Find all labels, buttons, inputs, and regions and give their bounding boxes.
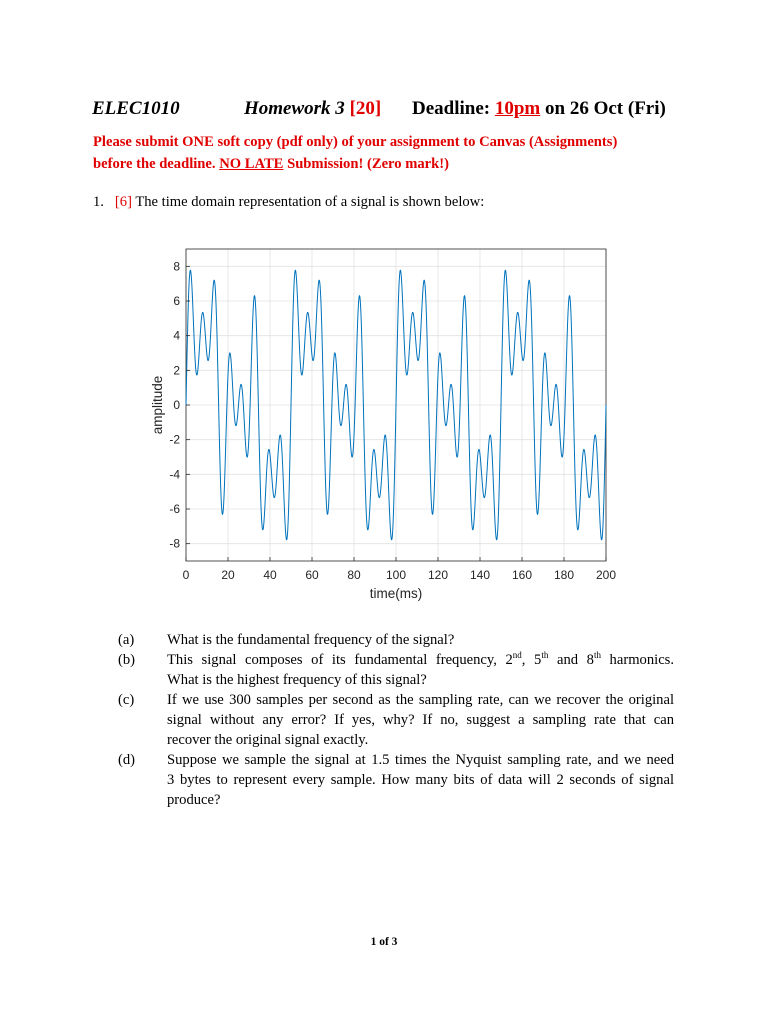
submission-notice bbox=[93, 131, 693, 175]
y-tick-label: 8 bbox=[173, 259, 180, 274]
x-tick-label: 20 bbox=[221, 568, 235, 582]
no-late-text: NO LATE bbox=[219, 156, 284, 172]
subquestion-label: (c) bbox=[118, 692, 135, 708]
x-tick-label: 180 bbox=[553, 568, 575, 582]
x-tick-label: 60 bbox=[305, 568, 319, 582]
y-tick-label: 4 bbox=[173, 328, 180, 343]
y-tick-label: 2 bbox=[173, 363, 180, 378]
subquestion-label: (b) bbox=[118, 652, 136, 668]
subquestion-text: If we use 300 samples per second as the sampling rate, can we recover the original signal without any error? If yes, why? If no, suggest a sampling rate that can recover the original signal exactly. bbox=[167, 692, 674, 748]
homework-title: Homework 3 [20] bbox=[244, 98, 382, 119]
x-tick-label: 140 bbox=[469, 568, 491, 582]
page-number: 1 of 3 bbox=[370, 936, 398, 948]
question-points: [6] bbox=[114, 194, 132, 210]
question-number: 1. bbox=[93, 194, 104, 210]
subquestion-text: Suppose we sample the signal at 1.5 times the Nyquist sampling rate, and we need 3 bytes to represent every sample. How many bits of data will 2 seconds of signal produce? bbox=[167, 752, 674, 808]
notice-line-2: before the deadline. NO LATE Submission! (Zero mark!) bbox=[93, 156, 449, 172]
x-tick-label: 100 bbox=[385, 568, 407, 582]
y-tick-label: -2 bbox=[169, 432, 180, 447]
y-tick-label: 0 bbox=[173, 398, 180, 412]
course-code: ELEC1010 bbox=[92, 98, 180, 119]
question-1 bbox=[93, 194, 484, 211]
subquestion-label: (d) bbox=[118, 752, 136, 768]
y-tick-label: -8 bbox=[169, 536, 180, 551]
x-axis-label: time(ms) bbox=[369, 586, 423, 601]
total-points: [20] bbox=[349, 98, 382, 119]
y-axis-ticks bbox=[169, 259, 190, 550]
deadline: Deadline: 10pm on 26 Oct (Fri) bbox=[412, 98, 666, 119]
assignment-header bbox=[92, 98, 692, 124]
y-tick-label: -4 bbox=[169, 467, 180, 482]
subquestion-text: This signal composes of its fundamental frequency, 2nd, 5th and 8th harmonics. What is the highest frequency of this signal? bbox=[167, 650, 674, 688]
signal-plot bbox=[140, 236, 620, 606]
x-tick-label: 200 bbox=[595, 568, 617, 582]
y-tick-label: -6 bbox=[169, 502, 180, 516]
notice-line-1: Please submit ONE soft copy (pdf only) of your assignment to Canvas (Assignments) bbox=[93, 134, 618, 150]
y-axis-label: amplitude bbox=[150, 375, 165, 435]
x-tick-label: 160 bbox=[511, 568, 533, 582]
subquestion-text: What is the fundamental frequency of the signal? bbox=[167, 632, 455, 648]
question-text: The time domain representation of a signal is shown below: bbox=[135, 194, 485, 210]
y-tick-label: 6 bbox=[173, 294, 180, 308]
x-tick-label: 80 bbox=[347, 568, 361, 582]
x-tick-label: 0 bbox=[182, 568, 190, 582]
x-tick-label: 40 bbox=[263, 568, 277, 582]
x-tick-label: 120 bbox=[427, 568, 449, 582]
deadline-time: 10pm bbox=[494, 98, 541, 119]
subquestion-label: (a) bbox=[118, 632, 135, 648]
